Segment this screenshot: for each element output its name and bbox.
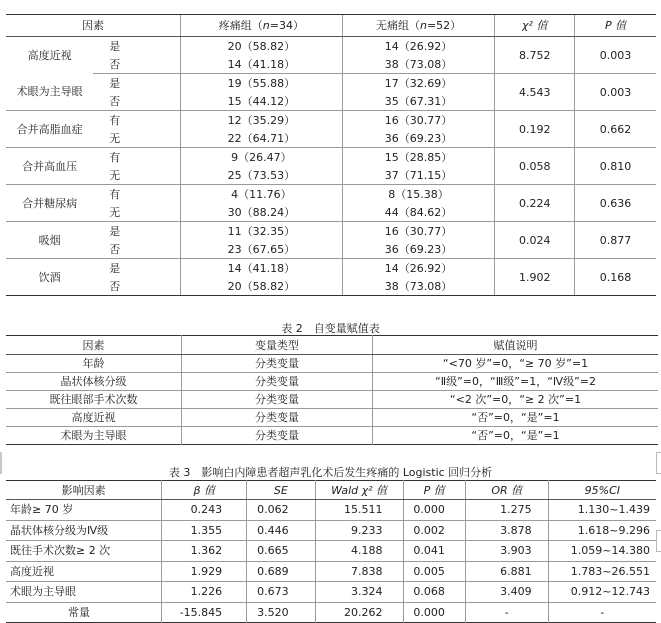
table-row xyxy=(6,222,656,241)
wald-value: 4.188 xyxy=(315,541,403,562)
chi-square-value: 0.058 xyxy=(495,148,575,185)
table-row xyxy=(6,561,656,582)
wald-value: 20.262 xyxy=(315,602,403,623)
p-value: 0.636 xyxy=(575,185,656,222)
beta-value: 1.362 xyxy=(162,541,247,562)
ci-value: 0.912~12.743 xyxy=(548,582,656,603)
factor-label: 饮酒 xyxy=(6,259,93,296)
no-pain-value: 44（84.62） xyxy=(342,203,495,222)
or-value: - xyxy=(465,602,548,623)
table1-header-no-pain-group: 无痛组（n=52） xyxy=(342,15,495,37)
se-value: 0.446 xyxy=(247,520,315,541)
pain-value: 15（44.12） xyxy=(181,92,343,111)
table1-header-chi-square: χ² 值 xyxy=(495,15,575,37)
subgroup-label: 有 xyxy=(109,187,121,201)
table3-header-factor: 影响因素 xyxy=(6,481,162,500)
ci-value: 1.130~1.439 xyxy=(548,500,656,521)
assignment-description: “否”=0，“是”=1 xyxy=(373,409,659,427)
factor-label: 高度近视 xyxy=(6,409,182,427)
table3-header-ci: 95%CI xyxy=(548,481,656,500)
factor-label: 术眼为主导眼 xyxy=(6,582,162,603)
pain-value: 20（58.82） xyxy=(181,37,343,56)
table-row xyxy=(6,37,656,56)
assignment-description: “<70 岁”=0，“≥ 70 岁”=1 xyxy=(373,355,659,373)
beta-value: 0.243 xyxy=(162,500,247,521)
wald-value: 15.511 xyxy=(315,500,403,521)
p-value: 0.005 xyxy=(403,561,465,582)
p-value: 0.000 xyxy=(403,500,465,521)
table1-header-factor: 因素 xyxy=(6,15,181,37)
p-value: 0.003 xyxy=(575,74,656,111)
table-row xyxy=(6,148,656,167)
table-row xyxy=(6,74,656,93)
no-pain-value: 38（73.08） xyxy=(342,277,495,296)
pain-value: 11（32.35） xyxy=(181,222,343,241)
subgroup-label: 无 xyxy=(93,129,180,148)
subgroup-label: 是 xyxy=(109,261,121,275)
factor-label: 晶状体核分级为Ⅳ级 xyxy=(6,520,162,541)
pain-value: 4（11.76） xyxy=(181,185,343,204)
table2-header-type: 变量类型 xyxy=(182,336,373,355)
se-value: 3.520 xyxy=(247,602,315,623)
table-row xyxy=(6,111,656,130)
table-row xyxy=(6,409,658,427)
p-value: 0.068 xyxy=(403,582,465,603)
table3-header-se: SE xyxy=(247,481,315,500)
table-row xyxy=(6,602,656,623)
chi-square-value: 1.902 xyxy=(495,259,575,296)
table3-caption: 表 3 影响白内障患者超声乳化术后发生疼痛的 Logistic 回归分析 xyxy=(168,466,493,479)
subgroup-label: 是 xyxy=(109,76,121,90)
subgroup-label: 否 xyxy=(93,240,180,259)
table-row xyxy=(6,500,656,521)
pain-value: 30（88.24） xyxy=(181,203,343,222)
table3-header-wald: Wald χ² 值 xyxy=(315,481,403,500)
pain-value: 22（64.71） xyxy=(181,129,343,148)
no-pain-value: 16（30.77） xyxy=(342,222,495,241)
ci-value: 1.783~26.551 xyxy=(548,561,656,582)
no-pain-value: 15（28.85） xyxy=(342,148,495,167)
variable-type: 分类变量 xyxy=(182,373,373,391)
variable-type: 分类变量 xyxy=(182,409,373,427)
no-pain-value: 17（32.69） xyxy=(342,74,495,93)
assignment-description: “Ⅱ级”=0，“Ⅲ级”=1，“Ⅳ级”=2 xyxy=(373,373,659,391)
ci-value: 1.618~9.296 xyxy=(548,520,656,541)
pain-value: 14（41.18） xyxy=(181,55,343,74)
table-row xyxy=(6,259,656,278)
assignment-description: “<2 次”=0，“≥ 2 次”=1 xyxy=(373,391,659,409)
table-row xyxy=(6,520,656,541)
subgroup-label: 否 xyxy=(93,92,180,111)
variable-assignment-table xyxy=(6,335,658,445)
p-value: 0.877 xyxy=(575,222,656,259)
table1-header-p-value: P 值 xyxy=(575,15,656,37)
factor-label: 年龄≥ 70 岁 xyxy=(6,500,162,521)
table3-header-row xyxy=(6,481,656,500)
table1-header-row xyxy=(6,15,656,37)
beta-value: -15.845 xyxy=(162,602,247,623)
variable-type: 分类变量 xyxy=(182,427,373,445)
no-pain-value: 36（69.23） xyxy=(342,240,495,259)
factor-label: 既往手术次数≥ 2 次 xyxy=(6,541,162,562)
table3-header-beta: β 值 xyxy=(162,481,247,500)
variable-type: 分类变量 xyxy=(182,391,373,409)
se-value: 0.673 xyxy=(247,582,315,603)
no-pain-value: 37（71.15） xyxy=(342,166,495,185)
factor-label: 年龄 xyxy=(6,355,182,373)
table2-caption: 表 2 自变量赋值表 xyxy=(281,322,380,335)
factor-label: 既往眼部手术次数 xyxy=(6,391,182,409)
table1-header-pain-group: 疼痛组（n=34） xyxy=(181,15,343,37)
beta-value: 1.929 xyxy=(162,561,247,582)
ci-value: 1.059~14.380 xyxy=(548,541,656,562)
pain-value: 20（58.82） xyxy=(181,277,343,296)
beta-value: 1.226 xyxy=(162,582,247,603)
table2-header-description: 赋值说明 xyxy=(373,336,659,355)
chi-square-value: 0.024 xyxy=(495,222,575,259)
factor-label: 吸烟 xyxy=(6,222,93,259)
no-pain-value: 14（26.92） xyxy=(342,259,495,278)
pain-value: 19（55.88） xyxy=(181,74,343,93)
pain-value: 12（35.29） xyxy=(181,111,343,130)
subgroup-label: 是 xyxy=(109,224,121,238)
factor-label: 晶状体核分级 xyxy=(6,373,182,391)
p-value: 0.002 xyxy=(403,520,465,541)
subgroup-label: 有 xyxy=(109,150,121,164)
or-value: 3.409 xyxy=(465,582,548,603)
pain-value: 25（73.53） xyxy=(181,166,343,185)
or-value: 6.881 xyxy=(465,561,548,582)
pain-value: 14（41.18） xyxy=(181,259,343,278)
table2-header-factor: 因素 xyxy=(6,336,182,355)
table-row xyxy=(6,427,658,445)
variable-type: 分类变量 xyxy=(182,355,373,373)
or-value: 1.275 xyxy=(465,500,548,521)
chi-square-value: 8.752 xyxy=(495,37,575,74)
table-row xyxy=(6,355,658,373)
logistic-regression-table xyxy=(6,480,656,623)
no-pain-value: 38（73.08） xyxy=(342,55,495,74)
page-edge-marker xyxy=(0,452,2,474)
wald-value: 7.838 xyxy=(315,561,403,582)
table-row xyxy=(6,391,658,409)
p-value: 0.000 xyxy=(403,602,465,623)
p-value: 0.041 xyxy=(403,541,465,562)
assignment-description: “否”=0，“是”=1 xyxy=(373,427,659,445)
se-value: 0.665 xyxy=(247,541,315,562)
p-value: 0.810 xyxy=(575,148,656,185)
ci-value: - xyxy=(548,602,656,623)
se-value: 0.062 xyxy=(247,500,315,521)
table3-header-or: OR 值 xyxy=(465,481,548,500)
table3-header-p: P 值 xyxy=(403,481,465,500)
or-value: 3.903 xyxy=(465,541,548,562)
factor-label: 术眼为主导眼 xyxy=(6,74,93,111)
factor-label: 高度近视 xyxy=(27,48,72,62)
wald-value: 9.233 xyxy=(315,520,403,541)
no-pain-value: 16（30.77） xyxy=(342,111,495,130)
p-value: 0.168 xyxy=(575,259,656,296)
subgroup-label: 无 xyxy=(93,166,180,185)
se-value: 0.689 xyxy=(247,561,315,582)
factor-label: 合并高脂血症 xyxy=(6,111,93,148)
subgroup-label: 有 xyxy=(109,113,121,127)
factor-label: 常量 xyxy=(68,605,90,619)
subgroup-label: 否 xyxy=(93,277,180,296)
page-edge-tab xyxy=(656,452,661,474)
no-pain-value: 36（69.23） xyxy=(342,129,495,148)
pain-value: 9（26.47） xyxy=(181,148,343,167)
chi-square-value: 4.543 xyxy=(495,74,575,111)
chi-square-value: 0.224 xyxy=(495,185,575,222)
univariate-analysis-table xyxy=(6,14,656,296)
subgroup-label: 否 xyxy=(93,55,180,74)
no-pain-value: 14（26.92） xyxy=(342,37,495,56)
table-row xyxy=(6,185,656,204)
table-row xyxy=(6,582,656,603)
factor-label: 术眼为主导眼 xyxy=(60,429,127,442)
page-edge-tab xyxy=(656,530,661,552)
wald-value: 3.324 xyxy=(315,582,403,603)
chi-square-value: 0.192 xyxy=(495,111,575,148)
subgroup-label: 是 xyxy=(109,39,121,53)
no-pain-value: 35（67.31） xyxy=(342,92,495,111)
table2-header-row xyxy=(6,336,658,355)
factor-label: 合并糖尿病 xyxy=(6,185,93,222)
beta-value: 1.355 xyxy=(162,520,247,541)
table-row xyxy=(6,541,656,562)
no-pain-value: 8（15.38） xyxy=(342,185,495,204)
or-value: 3.878 xyxy=(465,520,548,541)
p-value: 0.662 xyxy=(575,111,656,148)
table-row xyxy=(6,373,658,391)
subgroup-label: 无 xyxy=(93,203,180,222)
factor-label: 高度近视 xyxy=(6,561,162,582)
p-value: 0.003 xyxy=(575,37,656,74)
factor-label: 合并高血压 xyxy=(6,148,93,185)
pain-value: 23（67.65） xyxy=(181,240,343,259)
